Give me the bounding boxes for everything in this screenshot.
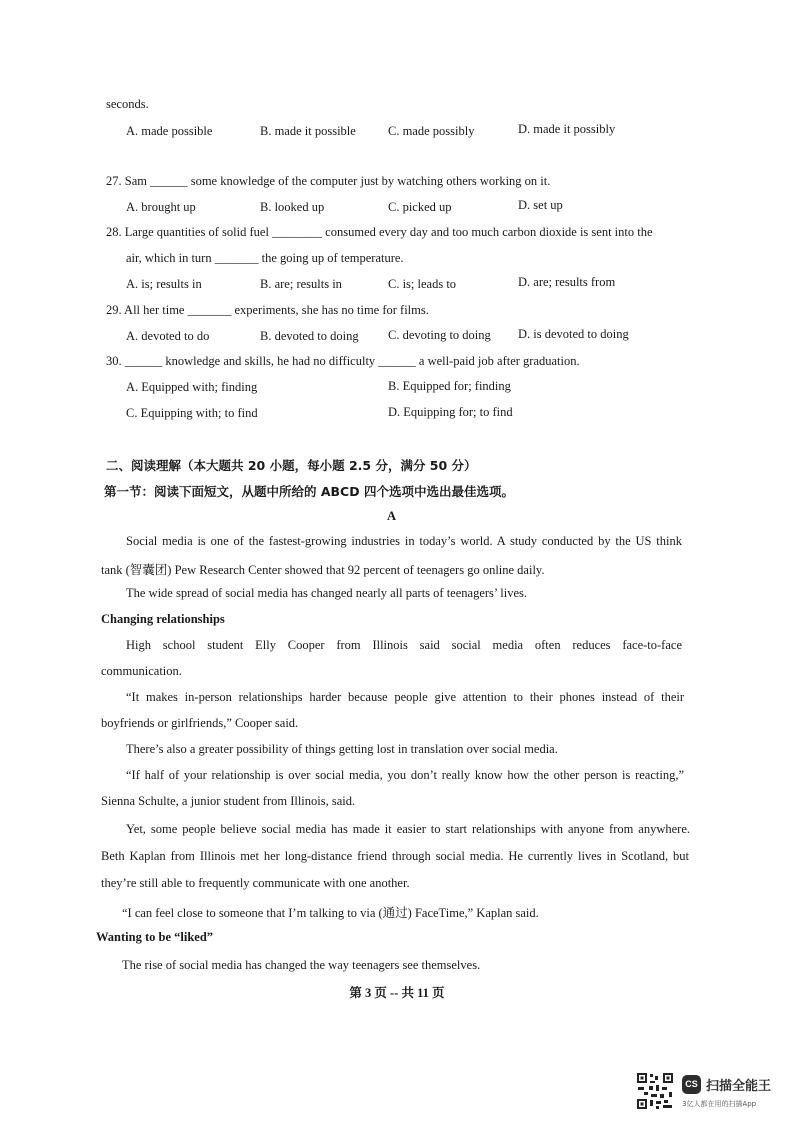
q27-stem: 27. Sam ______ some knowledge of the computer just by watching others working on it.	[106, 174, 551, 188]
q28-option-a: A. is; results in	[126, 277, 202, 291]
passage-p1-line1: Social media is one of the fastest-growing industries in today’s world. A study conducted by the US think	[126, 534, 682, 548]
passage-p4-line2: boyfriends or girlfriends,” Cooper said.	[101, 716, 299, 730]
camscanner-logo-icon: CS	[682, 1075, 701, 1094]
passage-p5: There’s also a greater possibility of things getting lost in translation over social media.	[126, 742, 558, 756]
section-subtitle: 第一节：阅读下面短文，从题中所给的 ABCD 四个选项中选出最佳选项。	[104, 484, 514, 499]
passage-p8: “I can feel close to someone that I’m talking to via (通过) FaceTime,” Kaplan said.	[122, 906, 539, 920]
q30-option-b: B. Equipped for; finding	[388, 379, 511, 393]
camscanner-tagline: 3亿人都在用的扫描App	[682, 1100, 757, 1108]
passage-p3-line1: High school student Elly Cooper from Illinois said social media often reduces face-to-face	[126, 638, 682, 652]
q29-option-d: D. is devoted to doing	[518, 327, 629, 341]
q27-option-a: A. brought up	[126, 200, 196, 214]
q26-option-c: C. made possibly	[388, 124, 475, 138]
section-title: 二、阅读理解（本大题共 20 小题，每小题 2.5 分，满分 50 分）	[106, 458, 477, 473]
q29-option-c: C. devoting to doing	[388, 328, 491, 342]
q28-option-d: D. are; results from	[518, 275, 616, 289]
q27-option-d: D. set up	[518, 198, 563, 212]
heading-wanting-to-be-liked: Wanting to be “liked”	[96, 930, 214, 944]
q29-option-b: B. devoted to doing	[260, 329, 359, 343]
page-footer: 第 3 页 -- 共 11 页	[349, 986, 445, 1000]
passage-p3-line2: communication.	[101, 664, 182, 678]
passage-p6-line2: Sienna Schulte, a junior student from Illinois, said.	[101, 794, 356, 808]
passage-p7-line2: Beth Kaplan from Illinois met her long-distance friend through social media. He currently lives in Scotland, but	[101, 849, 689, 863]
q28-stem-line1: 28. Large quantities of solid fuel ________ consumed every day and too much carbon dioxide is sent into the	[106, 225, 653, 239]
q30-stem: 30. ______ knowledge and skills, he had no difficulty ______ a well-paid job after graduation.	[106, 354, 580, 368]
q26-option-d: D. made it possibly	[518, 122, 616, 136]
passage-p1-line2: tank (智囊团) Pew Research Center showed that 92 percent of teenagers go online daily.	[101, 563, 545, 577]
passage-letter: A	[387, 509, 397, 523]
q28-option-c: C. is; leads to	[388, 277, 457, 291]
passage-p6-line1: “If half of your relationship is over social media, you don’t really know how the other person is reacting,”	[126, 768, 684, 782]
q26-option-b: B. made it possible	[260, 124, 356, 138]
passage-p4-line1: “It makes in-person relationships harder because people give attention to their phones instead of their	[126, 690, 684, 704]
passage-p2: The wide spread of social media has changed nearly all parts of teenagers’ lives.	[126, 586, 527, 600]
qr-code-icon	[636, 1072, 674, 1110]
q29-option-a: A. devoted to do	[126, 329, 210, 343]
passage-p7-line3: they’re still able to frequently communicate with one another.	[101, 876, 410, 890]
q30-option-a: A. Equipped with; finding	[126, 380, 258, 394]
heading-changing-relationships: Changing relationships	[101, 612, 225, 626]
q28-option-b: B. are; results in	[260, 277, 342, 291]
q26-tail: seconds.	[106, 97, 149, 111]
passage-p7-line1: Yet, some people believe social media has made it easier to start relationships with anyone from anywhere.	[126, 822, 690, 836]
q28-stem-line2: air, which in turn _______ the going up of temperature.	[126, 251, 404, 265]
q27-option-b: B. looked up	[260, 200, 325, 214]
passage-p9: The rise of social media has changed the way teenagers see themselves.	[122, 958, 481, 972]
q26-option-a: A. made possible	[126, 124, 213, 138]
q30-option-c: C. Equipping with; to find	[126, 406, 258, 420]
q30-option-d: D. Equipping for; to find	[388, 405, 513, 419]
q29-stem: 29. All her time _______ experiments, she has no time for films.	[106, 303, 429, 317]
q27-option-c: C. picked up	[388, 200, 452, 214]
camscanner-name: 扫描全能王	[706, 1079, 772, 1094]
